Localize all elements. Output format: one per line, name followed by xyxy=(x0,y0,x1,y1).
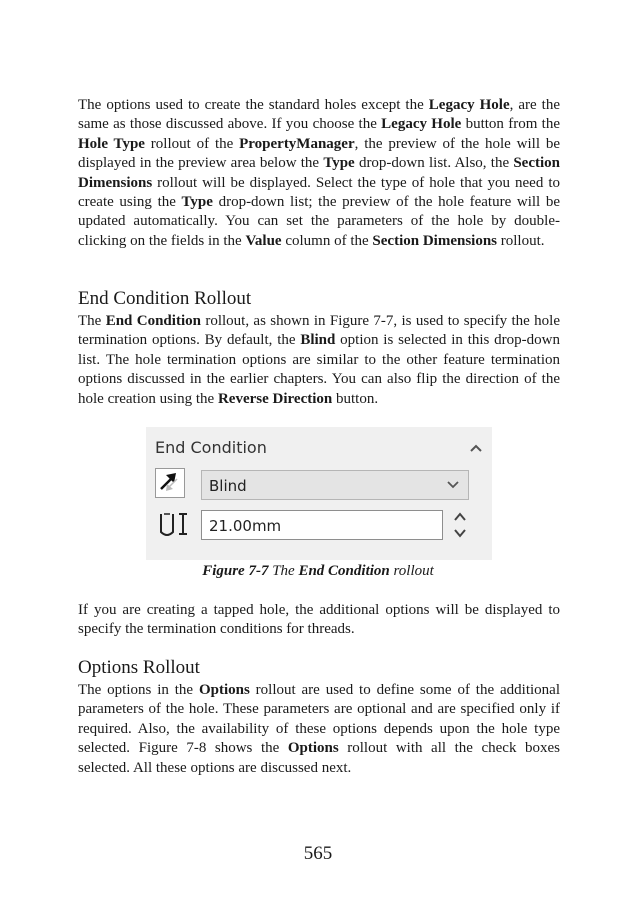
figure-caption: Figure 7-7 The End Condition rollout xyxy=(202,563,434,579)
paragraph-legacy-hole: The options used to create the standard holes except the Legacy Hole, are the same as those discussed above. If you choose the Legacy Hole button from the Hole Type rollout of the PropertyManager, the preview of the hole will be displayed in the preview area below the Type drop-down list. Also, the Section Dimensions rollout will be displayed. Select the type of hole that you need to create using the Type drop-down list; the preview of the hole feature will be updated automatically. You can set the parameters of the hole by double-clicking on the fields in the Value column of the Section Dimensions rollout. xyxy=(78,97,561,249)
paragraph-end-condition: The End Condition rollout, as shown in Figure 7-7, is used to specify the hole termination options. By default, the Blind option is selected in this drop-down list. The hole termination options are similar to the other feature termination options discussed in the earlier chapters. You can also flip the direction of the hole creation using the Reverse Direction button. xyxy=(78,313,560,407)
spinner-icon[interactable] xyxy=(453,511,467,539)
paragraph-tapped-hole: If you are creating a tapped hole, the additional options will be displayed to specify the termination conditions for threads. xyxy=(78,602,560,638)
end-condition-dropdown[interactable] xyxy=(201,470,469,500)
collapse-caret-icon[interactable] xyxy=(469,443,483,453)
page-number: 565 xyxy=(303,843,333,864)
reverse-direction-button[interactable] xyxy=(155,468,185,498)
end-condition-value: Blind xyxy=(209,477,247,495)
heading-end-condition: End Condition Rollout xyxy=(78,288,252,309)
depth-value: 21.00mm xyxy=(209,517,282,535)
paragraph-options: The options in the Options rollout are used to define some of the additional parameters of the hole. These parameters are optional and are specified only if required. Also, the availability of these options depends upon the hole type selected. Figure 7-8 shows the Options rollout with all the check boxes selected. All these options are discussed next. xyxy=(78,682,561,776)
depth-input[interactable] xyxy=(201,510,443,540)
reverse-direction-icon xyxy=(156,469,184,497)
dropdown-chevron-icon xyxy=(446,480,460,490)
depth-icon xyxy=(158,510,190,540)
end-condition-figure xyxy=(146,427,492,560)
heading-options: Options Rollout xyxy=(78,657,200,678)
figure-rollout-title: End Condition xyxy=(155,438,267,457)
